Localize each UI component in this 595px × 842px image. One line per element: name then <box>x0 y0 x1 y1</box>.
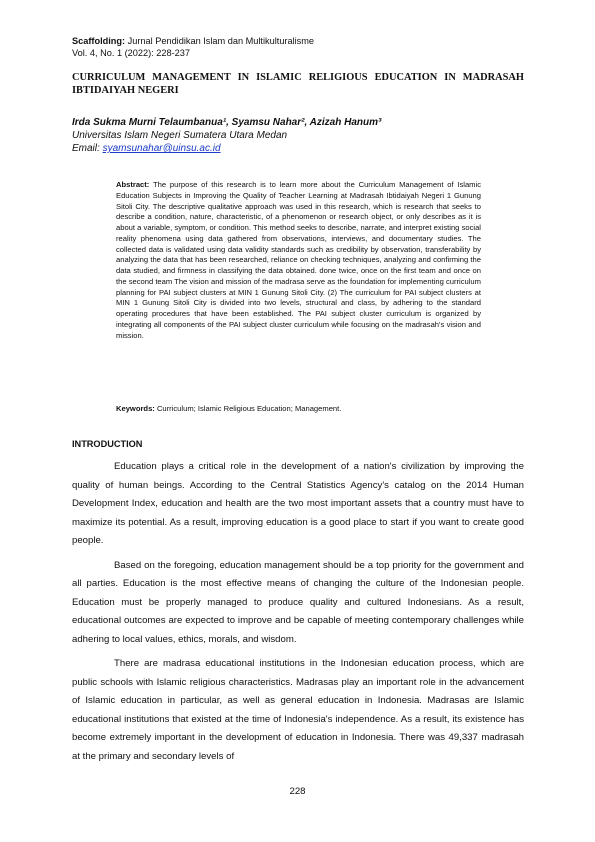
email-line <box>72 142 221 156</box>
email-label: Email: <box>72 143 103 154</box>
abstract-text: The purpose of this research is to learn more about the Curriculum Management of Islamic Education Subjects in Improving the Quality of Teacher Learning at Madrasah Ibtidaiyah Negeri 1 Gunung Sitoli City. The descriptive qualitative approach was used in this research, which is research that seeks to describe a condition, nature, characteristic, of a phenomenon or research object, or only describes as it is about a variable, symptom, or condition. This method seeks to describe, narrate, and interpret existing social reality phenomena using data gathered from observations, interviews, and documentary studies. The collected data is validated using data validity standards such as credibility by observation, transferability by analyzing the data that has been researched, reliance on checking techniques, analyzing and confirming the data studied, and firmness in classifying the data obtained. done twice, once on the first team and once on the second team The vision and mission of the madrasa serve as the foundation for implementing curriculum planning for PAI subject clusters at MIN 1 Gunung Sitoli City. (2) The curriculum for PAI subject clusters at MIN 1 Gunung Sitoli City is divided into two levels, structural and class, by adhering to the standard operating procedures that have been established. The PAI subject cluster curriculum is organized by integrating all components of the PAI subject cluster curriculum while focusing on the madrasah's vision and mission. <box>116 180 481 340</box>
abstract-label: Abstract: <box>116 180 150 189</box>
section-heading: INTRODUCTION <box>72 439 143 449</box>
body-paragraph: Based on the foregoing, education management should be a top priority for the government and all parties. Education is the most effective means of changing the culture of the Indonesian people. Education must be properly managed to produce quality and cultured Indonesians. As a result, educational outcomes are expected to improve and be capable of meeting contemporary challenges while adhering to local values, ethics, morals, and wisdom. <box>72 559 524 645</box>
abstract <box>116 180 481 341</box>
article-title: CURRICULUM MANAGEMENT IN ISLAMIC RELIGIOUS EDUCATION IN MADRASAH IBTIDAIYAH NEGERI <box>72 72 524 96</box>
keywords-label: Keywords: <box>116 404 155 413</box>
page-number: 228 <box>289 786 306 797</box>
keywords-text: Curriculum; Islamic Religious Education; Management. <box>154 404 342 413</box>
body-paragraph: There are madrasa educational institutions in the Indonesian education process, which are public schools with Islamic religious characteristics. Madrasas play an important role in the advancement of Islamic education in particular, as well as general education in Indonesia. Madrasas are Islamic educational institutions that existed at the time of Indonesia's independence. As a result, its existence has become extremely important in the development of education in Indonesia. There was 49,337 madrasah at the primary and secondary levels of <box>72 658 524 762</box>
journal-volume: Vol. 4, No. 1 (2022): 228-237 <box>72 48 190 58</box>
affiliation: Universitas Islam Negeri Sumatera Utara Medan <box>72 130 288 141</box>
journal-header <box>72 35 512 59</box>
journal-subtitle: Jurnal Pendidikan Islam dan Multikulturalisme <box>125 36 315 46</box>
section-body <box>72 458 524 772</box>
email-link[interactable]: syamsunahar@uinsu.ac.id <box>102 143 221 154</box>
body-paragraph: Education plays a critical role in the development of a nation's civilization by improving the quality of human beings. According to the Central Statistics Agency's catalog on the 2014 Human Development Index, education and health are the two most important assets that a country must have to maximize its potential. As a result, improving education is a good place to start if you want to create good people. <box>72 461 524 546</box>
author-list: Irda Sukma Murni Telaumbanua¹, Syamsu Nahar², Azizah Hanum³ <box>72 117 382 128</box>
journal-name: Scaffolding: <box>72 36 126 46</box>
keywords <box>116 403 481 414</box>
journal-line <box>72 35 512 47</box>
